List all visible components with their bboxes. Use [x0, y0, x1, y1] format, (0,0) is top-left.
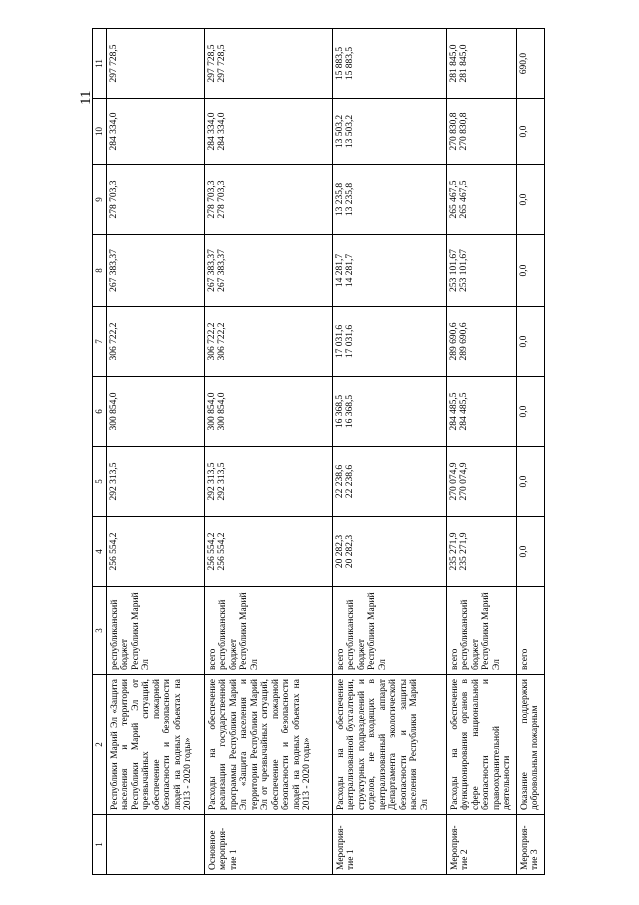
value-line: 297 728,5: [108, 44, 119, 83]
value-line: 256 554,2: [108, 532, 119, 571]
value-cell-2016: [204, 307, 332, 377]
value-line: 690,0: [518, 52, 529, 75]
value-line: 256 554,2: [217, 532, 227, 571]
budget-table: [92, 28, 545, 875]
activity-code: Мероприя-тие 3: [516, 815, 544, 875]
source-line: всего: [335, 648, 346, 670]
value-cell-2019: [204, 99, 332, 165]
value-cell-2015: [204, 377, 332, 447]
activity-name: Республики Марий Эл «Защита населения и территории Республики Марий Эл от чрезвычайных ситуаций, обеспечение пожарной безопасности и безопасности людей на водных объектах на 2013 - 2020 годы»: [106, 675, 204, 815]
value-line: 256 554,2: [206, 532, 217, 571]
value-line: 270 830,8: [448, 112, 459, 151]
value-cell-2018: [516, 165, 544, 235]
activity-name: Расходы на обеспечение реализации государственной программы Республики Марий Эл «Защита населения и территории Республики Марий Эл от чрезвычайных ситуаций, обеспечение пожарной безопасности и безопасности людей на водных объектах на 2013 - 2020 годы»: [204, 675, 332, 815]
value-line: 306 722,2: [206, 322, 217, 361]
value-line: 17 031,6: [334, 324, 345, 359]
column-number: 6: [93, 377, 107, 447]
value-cell-2016: [516, 307, 544, 377]
value-cell-2013: [516, 517, 544, 587]
value-line: 278 703,3: [108, 180, 119, 219]
source-line: республиканский бюджет Республики Марий Эл: [346, 592, 388, 670]
value-line: 235 271,9: [448, 532, 459, 571]
value-cell-2013: [446, 517, 516, 587]
value-line: 278 703,3: [217, 180, 227, 219]
activity-code: Мероприя-тие 1: [332, 815, 446, 875]
value-line: 300 854,0: [217, 392, 227, 431]
value-line: 13 235,8: [334, 182, 345, 217]
value-cell-2015: [106, 377, 204, 447]
value-cell-2019: [106, 99, 204, 165]
column-number: 11: [93, 29, 107, 99]
value-cell-2017: [204, 235, 332, 307]
funding-source: [204, 587, 332, 675]
column-number: 10: [93, 99, 107, 165]
value-line: 292 313,5: [108, 462, 119, 501]
table-row: [516, 29, 544, 875]
value-line: 14 281,7: [345, 253, 355, 288]
value-line: 15 883,5: [334, 46, 345, 81]
value-line: 270 074,9: [448, 462, 459, 501]
value-line: 235 271,9: [459, 532, 469, 571]
value-line: 281 845,0: [459, 44, 469, 83]
value-cell-2013: [204, 517, 332, 587]
value-cell-2020: [204, 29, 332, 99]
funding-source: [446, 587, 516, 675]
source-line: всего: [207, 648, 218, 670]
value-line: 0,0: [518, 475, 529, 488]
value-line: 306 722,2: [108, 322, 119, 361]
value-cell-2019: [332, 99, 446, 165]
column-number: 4: [93, 517, 107, 587]
value-cell-2018: [204, 165, 332, 235]
value-line: 267 383,37: [108, 249, 119, 292]
value-cell-2017: [106, 235, 204, 307]
value-cell-2018: [446, 165, 516, 235]
value-cell-2016: [332, 307, 446, 377]
value-line: 300 854,0: [108, 392, 119, 431]
value-cell-2017: [516, 235, 544, 307]
value-line: 265 467,5: [448, 180, 459, 219]
column-number: 7: [93, 307, 107, 377]
value-line: 22 238,6: [334, 464, 345, 499]
value-line: 267 383,37: [217, 249, 227, 292]
value-line: 284 485,5: [448, 392, 459, 431]
value-line: 292 313,5: [206, 462, 217, 501]
value-line: 297 728,5: [217, 44, 227, 83]
value-line: 13 235,8: [345, 182, 355, 217]
source-line: всего: [519, 648, 530, 670]
column-number: 3: [93, 587, 107, 675]
value-line: 267 383,37: [206, 249, 217, 292]
value-line: 20 282,3: [345, 534, 355, 569]
table-row: [106, 29, 204, 875]
value-line: 0,0: [518, 193, 529, 206]
value-line: 278 703,3: [206, 180, 217, 219]
value-line: 284 485,5: [459, 392, 469, 431]
value-line: 270 074,9: [459, 462, 469, 501]
source-line: всего: [449, 648, 460, 670]
value-cell-2014: [332, 447, 446, 517]
value-cell-2020: [446, 29, 516, 99]
value-line: 15 883,5: [345, 46, 355, 81]
activity-name: Оказание поддержки добровольным пожарным: [516, 675, 544, 815]
source-line: республиканский бюджет Республики Марий Эл: [460, 592, 502, 670]
activity-name: Расходы на обеспечение централизованной бухгалтерии, структурных подразделений и отделов, не входящих в централизованный аппарат Департамента экологической безопасности и защиты населения Республики Марий Эл: [332, 675, 446, 815]
value-cell-2015: [516, 377, 544, 447]
activity-code: Мероприя-тие 2: [446, 815, 516, 875]
value-line: 0,0: [518, 405, 529, 418]
value-cell-2016: [446, 307, 516, 377]
value-line: 16 368,5: [334, 394, 345, 429]
value-line: 0,0: [518, 125, 529, 138]
column-number: 2: [93, 675, 107, 815]
value-line: 14 281,7: [334, 253, 345, 288]
value-line: 17 031,6: [345, 324, 355, 359]
page-number: 11: [78, 90, 94, 105]
column-number: 8: [93, 235, 107, 307]
value-line: 0,0: [518, 264, 529, 277]
activity-code: Основное мероприя-тие 1: [204, 815, 332, 875]
value-cell-2018: [332, 165, 446, 235]
value-cell-2014: [106, 447, 204, 517]
value-cell-2020: [332, 29, 446, 99]
funding-source: [516, 587, 544, 675]
funding-source: [106, 587, 204, 675]
value-cell-2013: [106, 517, 204, 587]
column-number: 1: [93, 815, 107, 875]
value-line: 253 101,67: [459, 249, 469, 292]
table-row: [446, 29, 516, 875]
column-number-row: [93, 29, 107, 875]
activity-code: [106, 815, 204, 875]
value-line: 284 334,0: [206, 112, 217, 151]
funding-source: [332, 587, 446, 675]
table-row: [332, 29, 446, 875]
value-line: 0,0: [518, 335, 529, 348]
value-line: 16 368,5: [345, 394, 355, 429]
value-cell-2016: [106, 307, 204, 377]
value-line: 20 282,3: [334, 534, 345, 569]
table-row: [204, 29, 332, 875]
value-cell-2014: [446, 447, 516, 517]
value-line: 300 854,0: [206, 392, 217, 431]
value-line: 292 313,5: [217, 462, 227, 501]
value-cell-2015: [332, 377, 446, 447]
value-line: 13 503,2: [334, 114, 345, 149]
value-line: 284 334,0: [217, 112, 227, 151]
value-line: 281 845,0: [448, 44, 459, 83]
value-line: 289 690,6: [448, 322, 459, 361]
value-line: 22 238,6: [345, 464, 355, 499]
value-cell-2015: [446, 377, 516, 447]
value-cell-2018: [106, 165, 204, 235]
value-line: 284 334,0: [108, 112, 119, 151]
value-line: 253 101,67: [448, 249, 459, 292]
source-line: республиканский бюджет Республики Марий Эл: [218, 592, 260, 670]
value-line: 289 690,6: [459, 322, 469, 361]
value-cell-2019: [516, 99, 544, 165]
value-line: 270 830,8: [459, 112, 469, 151]
value-line: 265 467,5: [459, 180, 469, 219]
source-line: республиканский бюджет Республики Марий Эл: [109, 592, 151, 670]
value-line: 0,0: [518, 545, 529, 558]
value-line: 13 503,2: [345, 114, 355, 149]
value-cell-2017: [446, 235, 516, 307]
value-cell-2019: [446, 99, 516, 165]
value-cell-2017: [332, 235, 446, 307]
value-cell-2014: [204, 447, 332, 517]
column-number: 5: [93, 447, 107, 517]
value-cell-2020: [106, 29, 204, 99]
activity-name: Расходы на обеспечение функционирования органов в сфере национальной безопасности и правоохранительной деятельности: [446, 675, 516, 815]
value-line: 297 728,5: [206, 44, 217, 83]
column-number: 9: [93, 165, 107, 235]
value-line: 306 722,2: [217, 322, 227, 361]
value-cell-2013: [332, 517, 446, 587]
value-cell-2020: [516, 29, 544, 99]
value-cell-2014: [516, 447, 544, 517]
